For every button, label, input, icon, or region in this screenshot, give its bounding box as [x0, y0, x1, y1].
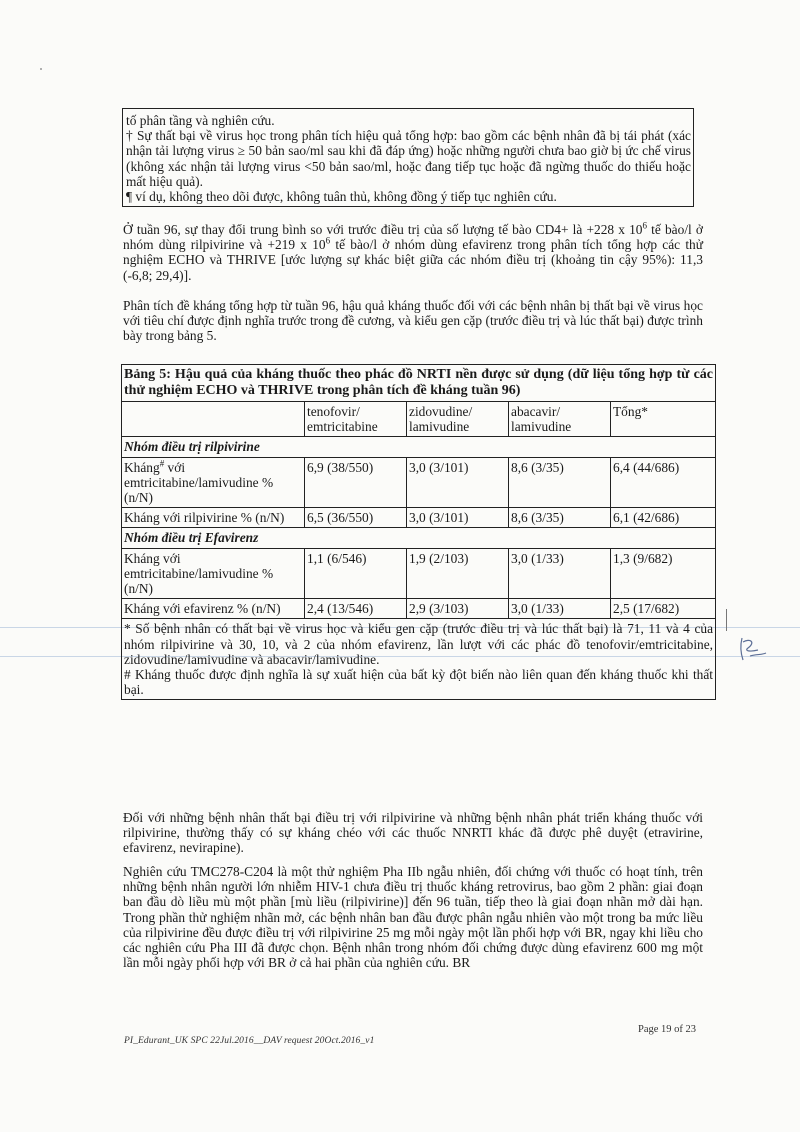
group-label-efavirenz: Nhóm điều trị Efavirenz: [122, 528, 716, 548]
table-cell: 8,6 (3/35): [509, 508, 611, 528]
header-cell: Tổng*: [611, 402, 716, 437]
paragraph-tmc278-c204: Nghiên cứu TMC278-C204 là một thử nghiệm Pha IIb ngẫu nhiên, đối chứng với thuốc có hoạt tính, trên những bệnh nhân người lớn nhiễm HIV-1 chưa điều trị thuốc kháng retrovirus, bao gồm 2 phần: giai đoạn ban đầu dò liều mù một phần [mù liều (rilpivirine)] đến 96 tuần, tiếp theo là giai đoạn nhãn mở dài hạn. Trong phần thử nghiệm nhãn mở, các bệnh nhân ban đầu được phân ngẫu nhiên vào một trong ba mức liều của rilpivirine đều được điều trị với rilpivirine 25 mg mỗi ngày một lần phối hợp với BR, ngay khi liều cho các nghiên cứu Pha III đã được chọn. Bệnh nhân trong nhóm đối chứng được dùng efavirenz 600 mg một lần mỗi ngày phối hợp với BR ở cả hai phần của nghiên cứu. BR: [123, 864, 703, 971]
table-5: [121, 364, 715, 700]
label-text: với emtricitabine/lamivudine % (n/N): [124, 459, 274, 506]
row-label: Kháng với rilpivirine % (n/N): [122, 508, 305, 528]
page-number: Page 19 of 23: [638, 1024, 697, 1035]
table-cell: 3,0 (1/33): [509, 548, 611, 599]
table-cell: 2,9 (3/103): [407, 599, 509, 619]
note-text: # Kháng thuốc được định nghĩa là sự xuất hiện của bất kỳ đột biến nào liên quan đến kháng thuốc khi thất bại.: [124, 667, 714, 698]
handwritten-initials: [736, 634, 770, 664]
header-cell: [122, 402, 305, 437]
superscript: 6: [325, 235, 331, 246]
footnote-line-2: † Sự thất bại về virus học trong phân tích hiệu quả tổng hợp: bao gồm các bệnh nhân đã bị tái phát (xác nhận tải lượng virus ≥ 50 bản sao/ml sau khi đã đáp ứng) hoặc những người chưa bao giờ bị ức chế virus (không xác nhận tải lượng virus <50 bản sao/ml, hoặc đang tiếp tục hoặc đã ngừng thuốc do thiếu hoặc mất hiệu quả).: [126, 128, 691, 189]
header-cell: zidovudine/ lamivudine: [407, 402, 509, 437]
text-segment: tế bào/l ở nhóm dùng rilpivirine và +219 x 10: [123, 222, 703, 253]
table-group-row: [122, 437, 716, 457]
table-note-row: [122, 619, 716, 700]
row-label: Kháng với emtricitabine/lamivudine % (n/N): [122, 548, 305, 599]
table-cell: 6,9 (38/550): [305, 457, 407, 508]
table-cell: 8,6 (3/35): [509, 457, 611, 508]
table-cell: 1,3 (9/682): [611, 548, 716, 599]
table-cell: 6,1 (42/686): [611, 508, 716, 528]
superscript: #: [159, 458, 165, 469]
table-cell: 1,9 (2/103): [407, 548, 509, 599]
table-header-row: [122, 402, 716, 437]
table-cell: 2,5 (17/682): [611, 599, 716, 619]
table-row: [122, 548, 716, 599]
table-title-row: [122, 365, 716, 402]
paragraph-cross-resistance: Đối với những bệnh nhân thất bại điều trị với rilpivirine và những bệnh nhân phát triển kháng thuốc với rilpivirine, thường thấy có sự kháng chéo với các thuốc NNRTI khác đã được phê duyệt (etravirine, efavirenz, nevirapine).: [123, 810, 703, 856]
superscript: 6: [642, 220, 648, 231]
table-note-star: [122, 619, 716, 700]
table-cell: 3,0 (1/33): [509, 599, 611, 619]
scan-speck: [40, 68, 42, 70]
table-cell: 1,1 (6/546): [305, 548, 407, 599]
footnote-line-1: tố phân tầng và nghiên cứu.: [126, 113, 275, 128]
text-segment: tế bào/l ở nhóm dùng efavirenz trong phân tích tổng hợp các thử nghiệm ECHO và THRIVE [ước lượng sự khác biệt giữa các nhóm điều trị (khoảng tin cậy 95%): 11,3 (-6,8; 29,4)].: [123, 237, 704, 283]
table-row: [122, 599, 716, 619]
footnote-line-3: ¶ ví dụ, không theo dõi được, không tuân thủ, không đồng ý tiếp tục nghiên cứu.: [126, 189, 557, 205]
header-cell: tenofovir/ emtricitabine: [305, 402, 407, 437]
row-label: [122, 457, 305, 508]
table-cell: 3,0 (3/101): [407, 508, 509, 528]
table-group-row: [122, 528, 716, 548]
paragraph-resistance-analysis: Phân tích đề kháng tổng hợp từ tuần 96, hậu quả kháng thuốc đối với các bệnh nhân bị thất bại về virus học với tiêu chí được định nghĩa trước trong đề cương, và kiểu gen cặp (trước điều trị và lúc thất bại) được trình bày trong bảng 5.: [123, 298, 703, 344]
footnote-box: [122, 108, 694, 207]
row-label: Kháng với efavirenz % (n/N): [122, 599, 305, 619]
table-title: Bảng 5: Hậu quả của kháng thuốc theo phác đồ NRTI nền được sử dụng (dữ liệu tổng hợp từ các thử nghiệm ECHO và THRIVE trong phân tích đề kháng tuần 96): [122, 365, 716, 402]
note-text: * Số bệnh nhân có thất bại về virus học và kiểu gen cặp (trước điều trị và lúc thất bại) là 71, 11 và 4 của nhóm rilpivirine và 30, 10, và 2 của nhóm efavirenz, lần lượt với các phác đồ tenofovir/emtricitabine, zidovudine/lamivudine và abacavir/lamivudine.: [124, 621, 714, 667]
margin-tick-mark: [726, 609, 727, 631]
text-segment: Ở tuần 96, sự thay đổi trung bình so với trước điều trị của số lượng tế bào CD4+ là +228 x 10: [123, 222, 643, 237]
group-label-rilpivirine: Nhóm điều trị rilpivirine: [122, 437, 716, 457]
paragraph-cd4: [123, 222, 703, 283]
table-cell: 6,5 (36/550): [305, 508, 407, 528]
header-cell: abacavir/ lamivudine: [509, 402, 611, 437]
label-text: Kháng: [124, 459, 160, 475]
table-cell: 3,0 (3/101): [407, 457, 509, 508]
document-id: PI_Edurant_UK SPC 22Jul.2016__DAV request 20Oct.2016_v1: [124, 1036, 375, 1046]
table-row: [122, 457, 716, 508]
table-cell: 6,4 (44/686): [611, 457, 716, 508]
table-row: [122, 508, 716, 528]
table-cell: 2,4 (13/546): [305, 599, 407, 619]
